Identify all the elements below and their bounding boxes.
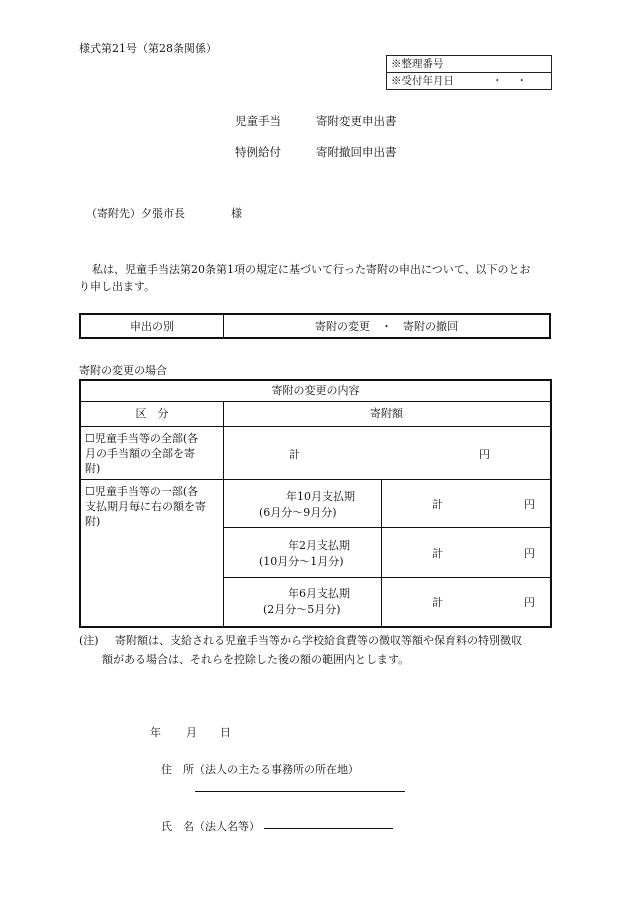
note-line1: 寄附額は、支給される児童手当等から学校給食費等の徴収等額や保育料の特別徴収 (115, 634, 522, 647)
partial-option-line3: 附) (85, 515, 101, 528)
received-date-label: ※受付年月日 (391, 75, 454, 87)
title-child-allowance: 児童手当 (235, 114, 281, 128)
period-name: 年6月支払期 (288, 587, 350, 600)
name-underline[interactable] (264, 828, 393, 829)
all-option-line2: 月の手当額の全部を寄 (85, 447, 195, 460)
period-yen-label: 円 (524, 596, 535, 609)
intro-text-line1: 私は、児童手当法第20条第1項の規定に基づいて行った寄附の申出について、以下のとお (92, 263, 531, 276)
change-section-label: 寄附の変更の場合 (79, 364, 167, 377)
table-header: 寄附の変更の内容 (271, 384, 360, 397)
period-yen-label: 円 (524, 498, 535, 511)
column-category: 区 分 (135, 407, 169, 420)
management-number-row (387, 56, 551, 72)
table-line (223, 527, 550, 528)
table-line (223, 401, 224, 626)
period-total-label: 計 (432, 498, 443, 511)
period-range: (10月分～1月分) (259, 555, 344, 568)
name-label: 氏 名（法人名等） (161, 820, 260, 833)
request-type-label: 申出の別 (81, 315, 224, 337)
period-name: 年2月支払期 (288, 539, 350, 552)
address-underline[interactable] (195, 791, 405, 792)
table-line (381, 479, 382, 626)
period-yen-label: 円 (524, 547, 535, 560)
period-name: 年10月支払期 (286, 490, 355, 503)
date-day-label: 日 (220, 726, 231, 739)
title-change-request: 寄附変更申出書 (316, 114, 397, 128)
partial-option-line2: 支払期月毎に右の額を寄 (85, 500, 206, 513)
note-label: (注) (79, 634, 99, 647)
table-line (223, 577, 550, 578)
date-month-label: 月 (186, 726, 197, 739)
note-line2: 額がある場合は、それらを控除した後の額の範囲内とします。 (102, 653, 410, 666)
partial-option-line1[interactable]: ☐児童手当等の一部(各 (85, 485, 199, 498)
change-details-table (79, 379, 552, 628)
date-year-label: 年 (150, 726, 161, 739)
addressee-honorific: 様 (231, 207, 242, 220)
table-line (81, 401, 550, 402)
intro-text-line2: り申し出ます。 (79, 280, 156, 293)
period-range: (2月分～5月分) (263, 603, 341, 616)
table-line (81, 479, 550, 480)
period-total-label: 計 (432, 596, 443, 609)
table-line (81, 426, 550, 427)
address-label: 住 所（法人の主たる事務所の所在地） (161, 763, 359, 776)
period-range: (6月分～9月分) (259, 506, 337, 519)
all-option-line3: 附) (85, 462, 101, 475)
title-withdrawal-request: 寄附撤回申出書 (316, 145, 397, 159)
received-date-row (387, 72, 551, 89)
request-type-options[interactable]: 寄附の変更 ・ 寄附の撤回 (315, 320, 458, 333)
addressee-label: （寄附先）夕張市長 (86, 207, 185, 220)
column-amount: 寄附額 (370, 407, 403, 420)
admin-box (386, 55, 552, 90)
period-total-label: 計 (432, 547, 443, 560)
all-yen-label: 円 (479, 448, 490, 461)
title-special-benefit: 特例給付 (235, 145, 281, 159)
all-option-line1[interactable]: ☐児童手当等の全部(各 (85, 432, 199, 445)
request-type-table (79, 313, 551, 339)
received-date-dots: ・・ (492, 75, 541, 87)
management-number-label: ※整理番号 (391, 58, 444, 70)
form-number: 様式第21号（第28条関係） (79, 42, 217, 55)
all-total-label: 計 (289, 448, 300, 461)
